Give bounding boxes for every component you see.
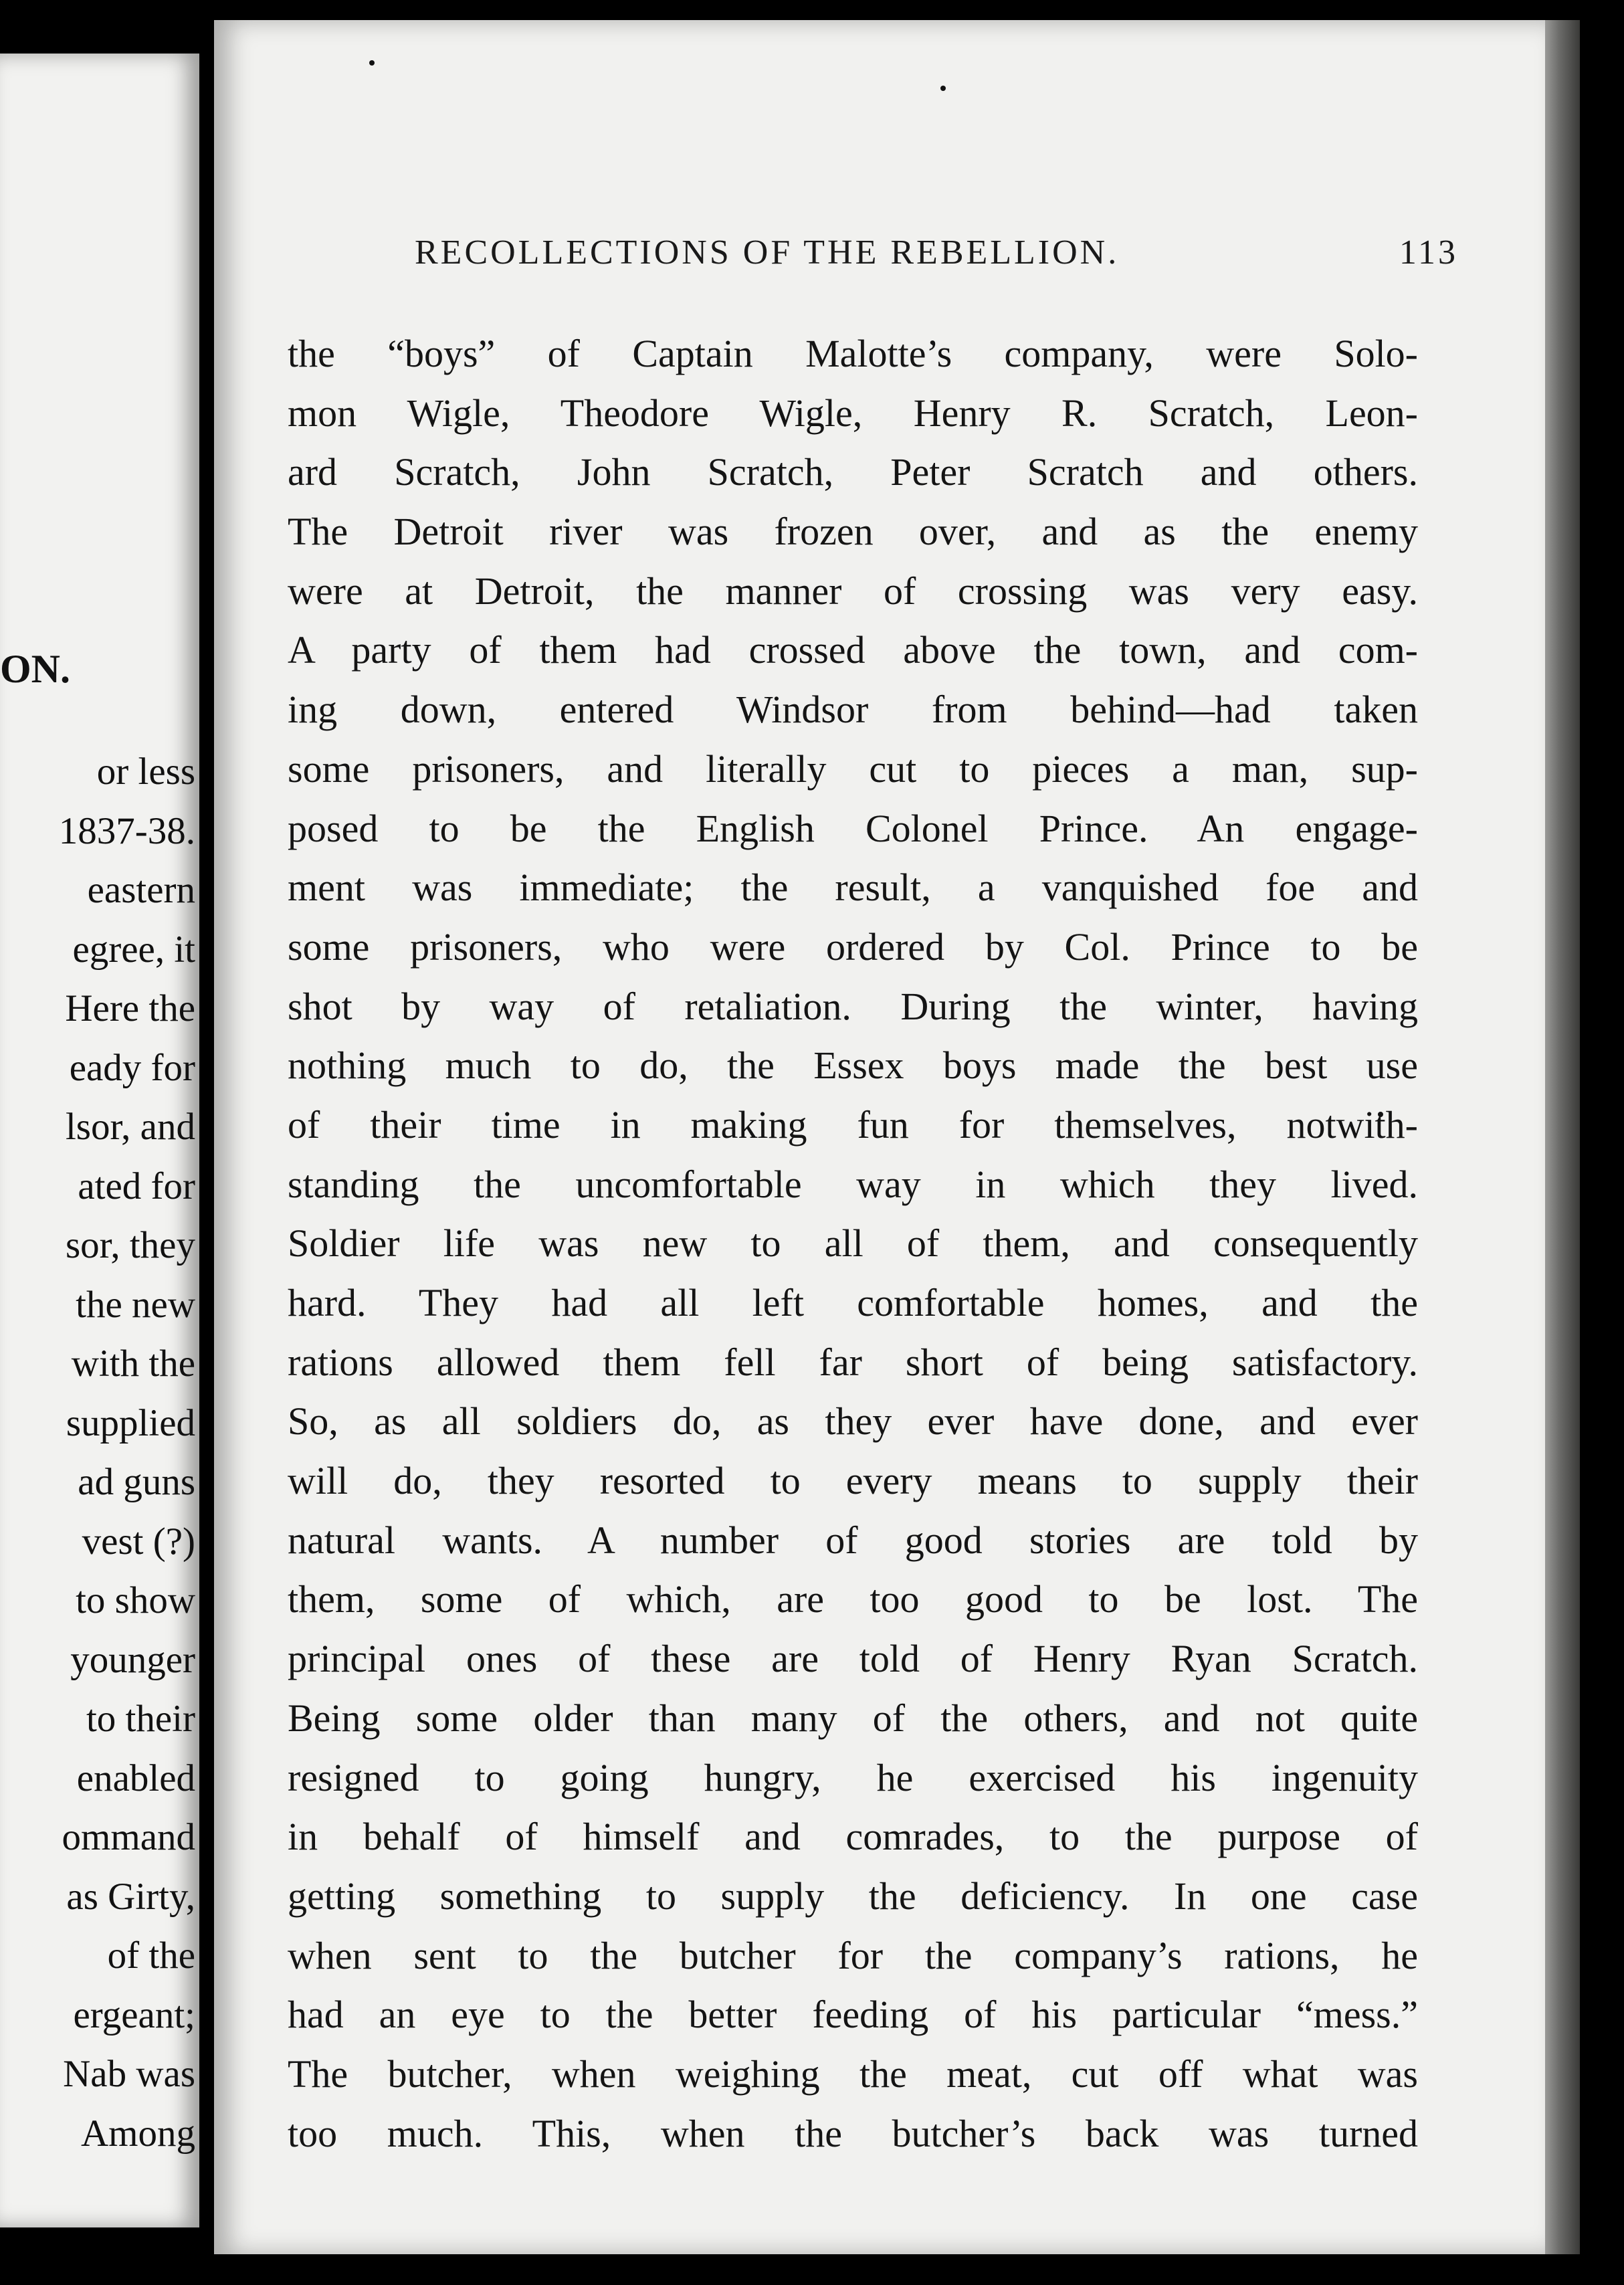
left-text-line: ommand [62, 1816, 195, 1858]
page-body-text [288, 324, 1418, 2163]
left-text-line: to their [86, 1698, 195, 1740]
text-line: Being some older than many of the others, and not quite [288, 1696, 1418, 1740]
page-number: 113 [1399, 233, 1458, 272]
text-line: principal ones of these are told of Henry Ryan Scratch. [288, 1637, 1418, 1681]
left-text-line: supplied [66, 1401, 195, 1444]
text-line: of their time in making fun for themselves, notwith- [288, 1102, 1418, 1147]
text-line: shot by way of retaliation. During the winter, having [288, 984, 1418, 1028]
left-text-line: as Girty, [66, 1875, 195, 1918]
left-text-line: the new [76, 1283, 195, 1326]
book-gutter [199, 0, 214, 2285]
text-line: in behalf of himself and comrades, to the purpose of [288, 1815, 1418, 1859]
left-text-line: Nab was [63, 2053, 195, 2095]
text-line: will do, they resorted to every means to supply their [288, 1459, 1418, 1503]
left-text-line: sor, they [65, 1224, 195, 1266]
page-edge-shadow [1545, 20, 1580, 2254]
text-line: The butcher, when weighing the meat, cut off what was [288, 2052, 1418, 2096]
text-line: had an eye to the better feeding of his particular “mess.” [288, 1993, 1418, 2037]
text-line: some prisoners, and literally cut to pieces a man, sup- [288, 747, 1418, 791]
text-line: them, some of which, are too good to be lost. The [288, 1577, 1418, 1621]
left-text-line: younger [70, 1638, 195, 1681]
text-line: when sent to the butcher for the company’s rations, he [288, 1933, 1418, 1977]
text-line: ment was immediate; the result, a vanquished foe and [288, 866, 1418, 910]
text-line: ard Scratch, John Scratch, Peter Scratch and others. [288, 450, 1418, 494]
left-text-line: with the [71, 1343, 195, 1385]
text-line: resigned to going hungry, he exercised his ingenuity [288, 1755, 1418, 1799]
text-line: getting something to supply the deficiency. In one case [288, 1874, 1418, 1918]
text-line: some prisoners, who were ordered by Col. Prince to be [288, 924, 1418, 969]
text-line: the “boys” of Captain Malotte’s company, were Solo- [288, 332, 1418, 375]
left-text-line: vest (?) [82, 1520, 195, 1563]
text-line: too much. This, when the butcher’s back was turned [288, 2111, 1418, 2155]
text-line: rations allowed them fell far short of being satisfactory. [288, 1340, 1418, 1384]
text-line: mon Wigle, Theodore Wigle, Henry R. Scratch, Leon- [288, 391, 1418, 435]
left-text-line: lsor, and [65, 1106, 195, 1148]
text-line: The Detroit river was frozen over, and as the enemy [288, 510, 1418, 554]
text-line: nothing much to do, the Essex boys made the best use [288, 1044, 1418, 1088]
text-line: hard. They had all left comfortable homes, and the [288, 1281, 1418, 1324]
page-right [214, 20, 1545, 2254]
text-line: standing the uncomfortable way in which they lived. [288, 1162, 1418, 1206]
text-line: So, as all soldiers do, as they ever have done, and ever [288, 1399, 1418, 1444]
left-text-line: of the [107, 1934, 195, 1977]
print-speck [369, 60, 375, 66]
left-text-line: ated for [78, 1165, 195, 1207]
running-title: RECOLLECTIONS OF THE REBELLION. [415, 233, 1120, 272]
left-text-line: egree, it [72, 928, 195, 971]
text-line: A party of them had crossed above the town, and com- [288, 628, 1418, 672]
left-text-line: or less [96, 751, 195, 793]
left-page-text [59, 742, 199, 2163]
text-line: Soldier life was new to all of them, and consequently [288, 1221, 1418, 1266]
facing-page-left [0, 54, 199, 2227]
left-text-line: eastern [87, 869, 195, 911]
text-line: ing down, entered Windsor from behind—had taken [288, 688, 1418, 732]
text-line: posed to be the English Colonel Prince. An engage- [288, 806, 1418, 850]
left-text-line: Among [81, 2112, 195, 2155]
left-text-line: eady for [69, 1046, 195, 1089]
left-text-line: ad guns [78, 1461, 195, 1503]
left-text-line: enabled [76, 1757, 195, 1799]
left-text-line: to show [76, 1579, 195, 1621]
left-text-line: ergeant; [73, 1993, 195, 2036]
text-line: natural wants. A number of good stories are told by [288, 1518, 1418, 1562]
print-speck [940, 86, 946, 91]
left-text-line: 1837-38. [58, 809, 195, 852]
text-line: were at Detroit, the manner of crossing was very easy. [288, 569, 1418, 613]
left-page-heading: ON. [0, 647, 70, 691]
left-text-line: Here the [65, 987, 195, 1029]
